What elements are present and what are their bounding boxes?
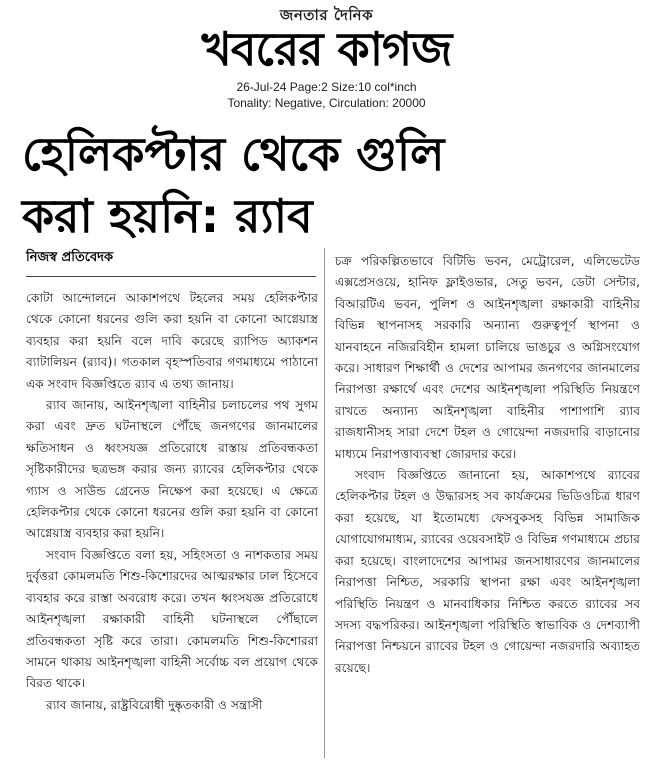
masthead-tagline: জনতার দৈনিক	[279, 6, 374, 24]
article-paragraph: সংবাদ বিজ্ঞপ্তিতে বলা হয়, সহিংসতা ও নাশকতার সময় দুর্বৃত্তরা কোমলমতি শিশু-কিশোরদের আত্মরক্ষার ঢাল হিসেবে ব্যবহার করে রাস্তা অবরোধ করে। তখন ধ্বংসযজ্ঞ প্রতিরোধে আইনশৃঙ্খলা রক্ষাকারী বাহিনী ঘটনাস্থলে পৌঁছালে প্রতিবন্ধকতা সৃষ্টি করে তারা। কোমলমতি শিশু-কিশোররা সামনে থাকায় আইনশৃঙ্খলা বাহিনী সর্বোচ্চ বল প্রয়োগ থেকে বিরত থাকে।	[26, 547, 318, 691]
column-divider	[324, 248, 325, 758]
clipping-meta-tonality: Tonality: Negative, Circulation: 20000	[227, 96, 426, 110]
article-paragraph: সংবাদ বিজ্ঞপ্তিতে জানানো হয়, আকাশপথে র‍্যাবের হেলিকপ্টার টহল ও উদ্ধারসহ সব কার্যক্রমের ভিডিওচিত্র ধারণ করা হয়েছে, যা ইতোমধ্যে ফেসবুকসহ বিভিন্ন সামাজিক যোগাযোগমাধ্যম, র‍্যাবের ওয়েবসাইট ও বিভিন্ন গণমাধ্যমে প্রচার করা হয়েছে। বাংলাদেশের আপামর জনসাধারণের জানমালের নিরাপত্তা নিশ্চিত, সরকারি স্থাপনা রক্ষা এবং আইনশৃঙ্খলা পরিস্থিতি নিয়ন্ত্রণ ও মানবাধিকার নিশ্চিত করতে র‍্যাবের সব সদস্য বদ্ধপরিকর। আইনশৃঙ্খলা পরিস্থিতি স্বাভাবিক ও দেশব্যাপী নিরাপত্তা নিশ্চয়নে র‍্যাবের টহল ও গোয়েন্দা নজরদারি অব্যাহত রয়েছে।	[335, 468, 640, 675]
masthead-logo: খবরের কাগজ	[201, 22, 452, 76]
article-column-right	[335, 251, 640, 758]
article-column-left	[26, 288, 318, 758]
article-paragraph: র‍্যাব জানায়, আইনশৃঙ্খলা বাহিনীর চলাচলের পথ সুগম করা এবং দ্রুত ঘটনাস্থলে পৌঁছে জনগণের জানমালের ক্ষতিসাধন ও ধ্বংসযজ্ঞ প্রতিরোধে রাস্তায় প্রতিবন্ধকতা সৃষ্টিকারীদের ছত্রভঙ্গ করার জন্য র‍্যাবের হেলিকপ্টার থেকে গ্যাস ও সাউন্ড গ্রেনেড নিক্ষেপ করা হয়েছে। এ ক্ষেত্রে হেলিকপ্টার থেকে কোনো ধরনের গুলি করা হয়নি বা কোনো আগ্নেয়াস্ত্র ব্যবহার করা হয়নি।	[26, 398, 318, 541]
article-paragraph: কোটা আন্দোলনে আকাশপথে টহলের সময় হেলিকপ্টার থেকে কোনো ধরনের গুলি করা হয়নি বা কোনো আগ্নেয়াস্ত্র ব্যবহার করা হয়নি বলে দাবি করেছে র‍্যাপিড অ্যাকশন ব্যাটালিয়ন (র‍্যাব)। গতকাল বৃহস্পতিবার গণমাধ্যমে পাঠানো এক সংবাদ বিজ্ঞপ্তিতে র‍্যাব এ তথ্য জানায়।	[26, 291, 318, 391]
headline-line-1: হেলিকপ্টার থেকে গুলি	[22, 127, 445, 181]
article-paragraph: র‍্যাব জানায়, রাষ্ট্রবিরোধী দুষ্কৃতকারী ও সন্ত্রাসী	[46, 697, 263, 712]
article-paragraph: চক্র পরিকল্পিতভাবে বিটিভি ভবন, মেট্রোরেল, এলিভেটেড এক্সপ্রেসওয়ে, হানিফ ফ্লাইওভার, সেতু ভবন, ডেটা সেন্টার, বিআরটিএ ভবন, পুলিশ ও আইনশৃঙ্খলা রক্ষাকারী বাহিনীর বিভিন্ন স্থাপনাসহ সরকারি অন্যান্য গুরুত্বপূর্ণ স্থাপনা ও যানবাহনে নজিরবিহীন হামলা চালিয়ে ভাঙচুর ও অগ্নিসংযোগ করে। সাধারণ শিক্ষার্থী ও দেশের আপামর জনগণের জানমালের নিরাপত্তা রক্ষার্থে এবং দেশের আইনশৃঙ্খলা পরিস্থিতি নিয়ন্ত্রণে রাখতে অন্যান্য আইনশৃঙ্খলা বাহিনীর পাশাপাশি র‍্যাব রাজধানীসহ সারা দেশে টহল ও গোয়েন্দা নজরদারি বাড়ানোর মাধ্যমে নিরাপত্তাব্যবস্থা জোরদার করে।	[335, 254, 640, 461]
clipping-meta-date-page: 26-Jul-24 Page:2 Size:10 col*inch	[236, 80, 417, 94]
headline-line-2: করা হয়নি: র‍্যাব	[22, 189, 313, 243]
byline-divider	[26, 276, 316, 277]
byline: নিজস্ব প্রতিবেদক	[26, 250, 114, 265]
